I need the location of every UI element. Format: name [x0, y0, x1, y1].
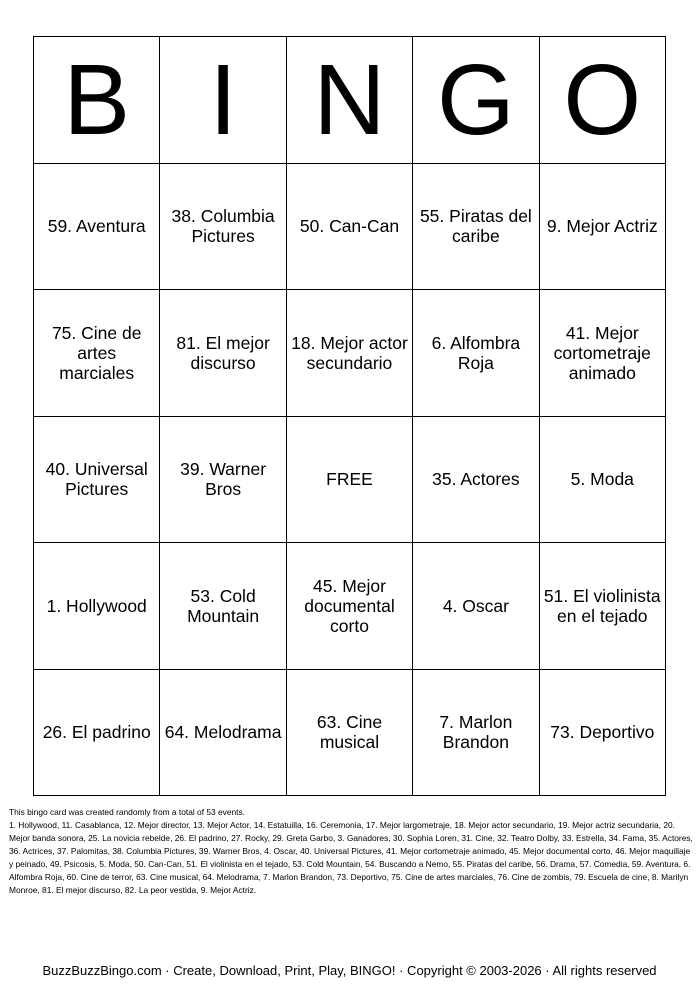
bingo-cell: 59. Aventura	[34, 164, 160, 291]
bingo-cell: 41. Mejor cortometraje animado	[540, 290, 666, 417]
bingo-cell: 81. El mejor discurso	[160, 290, 286, 417]
bingo-cell: 38. Columbia Pictures	[160, 164, 286, 291]
bingo-card	[33, 36, 666, 796]
header-letter-i: I	[160, 37, 286, 164]
bingo-cell: 1. Hollywood	[34, 543, 160, 670]
bingo-cell: 7. Marlon Brandon	[413, 670, 539, 797]
events-list: 1. Hollywood, 11. Casablanca, 12. Mejor director, 13. Mejor Actor, 14. Estatuilla, 16. Ceremonia, 17. Mejor largometraje, 18. Mejor actor secundario, 19. Mejor actriz secundaria, 20. Mejor banda sonora, 25. La novicia rebelde, 26. El padrino, 27. Rocky, 29. Greta Garbo, 3. Ganadores, 30. Sophia Loren, 31. Cine, 32. Teatro Dolby, 33. Estrella, 34. Fama, 35. Actores, 36. Actrices, 37. Palomitas, 38. Columbia Pictures, 39. Warner Bros, 4. Oscar, 40. Universal Pictures, 41. Mejor cortometraje animado, 45. Mejor documental corto, 46. Mejor maquillaje y peinado, 49. Psicosis, 5. Moda, 50. Can-Can, 51. El violinista en el tejado, 53. Cold Mountain, 54. Buscando a Nemo, 55. Piratas del caribe, 56. Drama, 57. Comedia, 59. Aventura, 6. Alfombra Roja, 60. Cine de terror, 63. Cine musical, 64. Melodrama, 7. Marlon Brandon, 73. Deportivo, 75. Cine de artes marciales, 76. Cine de zombis, 79. Escuela de cine, 8. Marilyn Monroe, 81. El mejor discurso, 82. La peor vestida, 9. Mejor Actriz.	[9, 820, 693, 895]
bingo-cell: 63. Cine musical	[287, 670, 413, 797]
bingo-cell: 73. Deportivo	[540, 670, 666, 797]
bingo-cell: 50. Can-Can	[287, 164, 413, 291]
bingo-cell: 6. Alfombra Roja	[413, 290, 539, 417]
bingo-cell: 9. Mejor Actriz	[540, 164, 666, 291]
events-intro: This bingo card was created randomly from a total of 53 events.	[9, 807, 246, 817]
copyright-footer: BuzzBuzzBingo.com · Create, Download, Print, Play, BINGO! · Copyright © 2003-2026 · All rights reserved	[42, 963, 657, 978]
bingo-cell: 26. El padrino	[34, 670, 160, 797]
bingo-cell: 45. Mejor documental corto	[287, 543, 413, 670]
header-letter-b: B	[34, 37, 160, 164]
bingo-cell: 64. Melodrama	[160, 670, 286, 797]
bingo-cell: 4. Oscar	[413, 543, 539, 670]
bingo-cell: 5. Moda	[540, 417, 666, 544]
header-letter-o: O	[540, 37, 666, 164]
bingo-cell: 39. Warner Bros	[160, 417, 286, 544]
header-letter-g: G	[413, 37, 539, 164]
bingo-cell: 75. Cine de artes marciales	[34, 290, 160, 417]
bingo-cell: 53. Cold Mountain	[160, 543, 286, 670]
bingo-cell: 55. Piratas del caribe	[413, 164, 539, 291]
bingo-cell: 51. El violinista en el tejado	[540, 543, 666, 670]
bingo-cell: 35. Actores	[413, 417, 539, 544]
bingo-cell: 18. Mejor actor secundario	[287, 290, 413, 417]
free-space-cell: FREE	[287, 417, 413, 544]
header-letter-n: N	[287, 37, 413, 164]
bingo-cell: 40. Universal Pictures	[34, 417, 160, 544]
events-note	[9, 806, 693, 897]
